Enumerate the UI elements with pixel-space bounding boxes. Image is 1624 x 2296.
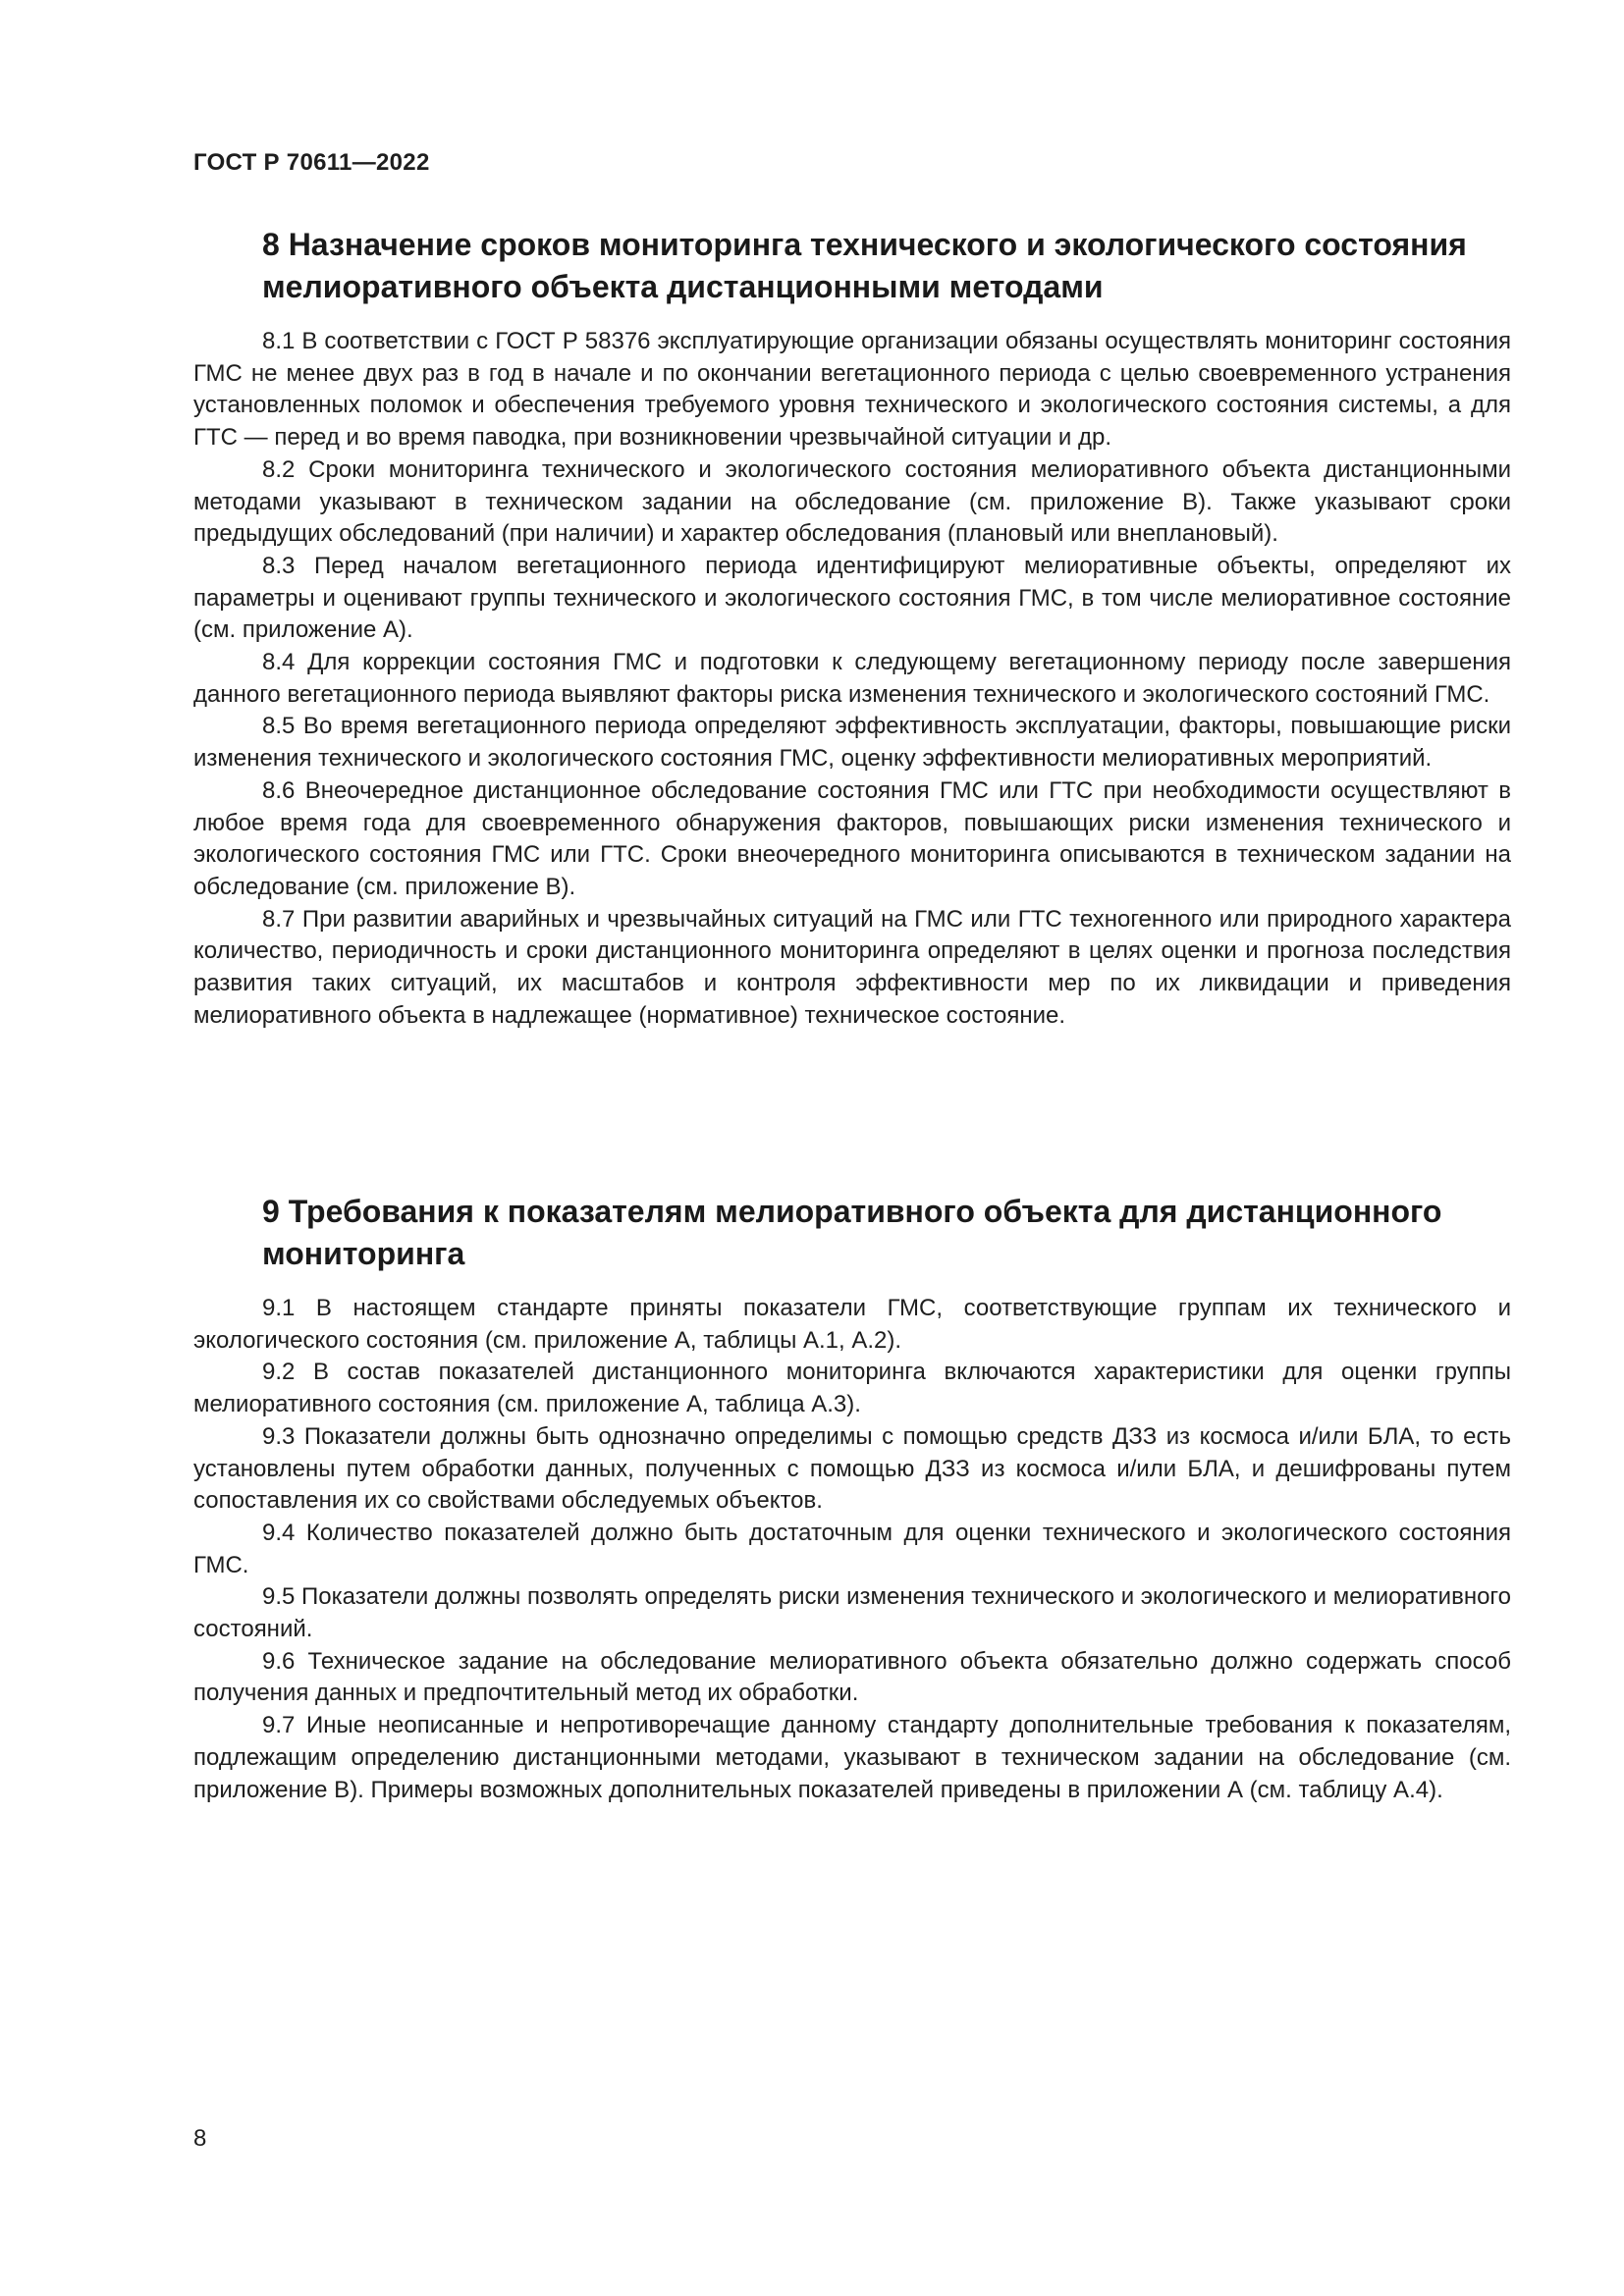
paragraph-9-1: 9.1 В настоящем стандарте приняты показатели ГМС, соответствующие группам их технического и экологического состояния (см. приложение А, таблицы А.1, А.2). <box>193 1295 1511 1354</box>
section-9 <box>193 1191 1511 1806</box>
paragraph-9-2: 9.2 В состав показателей дистанционного мониторинга включаются характеристики для оценки группы мелиоративного состояния (см. приложение А, таблица А.3). <box>193 1359 1511 1418</box>
paragraph-8-3: 8.3 Перед началом вегетационного периода идентифицируют мелиоративные объекты, определяют их параметры и оценивают группы технического и экологического состояния ГМС, в том числе мелиоративное состояние (см. приложение А). <box>193 552 1511 644</box>
paragraph-8-4: 8.4 Для коррекции состояния ГМС и подготовки к следующему вегетационному периоду после завершения данного вегетационного периода выявляют факторы риска изменения технического и экологического состояний ГМС. <box>193 649 1511 708</box>
paragraph-8-6: 8.6 Внеочередное дистанционное обследование состояния ГМС или ГТС при необходимости осуществляют в любое время года для своевременного обнаружения факторов, повышающих риски изменения технического и экологического состояния ГМС или ГТС. Сроки внеочередного мониторинга описываются в техническом задании на обследование (см. приложение В). <box>193 776 1511 900</box>
paragraph-8-2: 8.2 Сроки мониторинга технического и экологического состояния мелиоративного объекта дистанционными методами указывают в техническом задании на обследование (см. приложение В). Также указывают сроки предыдущих обследований (при наличии) и характер обследования (плановый или внеплановый). <box>193 455 1511 548</box>
paragraph-9-7: 9.7 Иные неописанные и непротиворечащие данному стандарту дополнительные требования к показателям, подлежащим определению дистанционными методами, указывают в техническом задании на обследование (см. приложение В). Примеры возможных дополнительных показателей приведены в приложении А (см. таблицу А.4). <box>193 1712 1511 1803</box>
paragraph-9-5: 9.5 Показатели должны позволять определять риски изменения технического и экологического и мелиоративного состояний. <box>193 1583 1511 1643</box>
document-id-header: ГОСТ Р 70611—2022 <box>193 149 430 176</box>
paragraph-9-6: 9.6 Техническое задание на обследование мелиоративного объекта обязательно должно содержать способ получения данных и предпочтительный метод их обработки. <box>193 1647 1511 1707</box>
section-8 <box>193 224 1511 1032</box>
section-9-title: 9 Требования к показателям мелиоративного объекта для дистанционного мониторинга <box>262 1194 1442 1271</box>
page-number: 8 <box>193 2125 207 2152</box>
paragraph-8-5: 8.5 Во время вегетационного периода определяют эффективность эксплуатации, факторы, повышающие риски изменения технического и экологического состояния ГМС, оценку эффективности мелиоративных мероприятий. <box>193 713 1511 773</box>
paragraph-9-4: 9.4 Количество показателей должно быть достаточным для оценки технического и экологического состояния ГМС. <box>193 1519 1511 1578</box>
section-8-title: 8 Назначение сроков мониторинга технического и экологического состояния мелиоративного объекта дистанционными методами <box>262 227 1467 304</box>
paragraph-8-7: 8.7 При развитии аварийных и чрезвычайных ситуаций на ГМС или ГТС техногенного или природного характера количество, периодичность и сроки дистанционного мониторинга определяют в целях оценки и прогноза последствия развития таких ситуаций, их масштабов и контроля эффективности мер по их ликвидации и приведения мелиоративного объекта в надлежащее (нормативное) техническое состояние. <box>193 905 1511 1029</box>
paragraph-8-1: 8.1 В соответствии с ГОСТ Р 58376 эксплуатирующие организации обязаны осуществлять мониторинг состояния ГМС не менее двух раз в год в начале и по окончании вегетационного периода с целью своевременного устранения установленных поломок и обеспечения требуемого уровня технического и экологического состояния системы, а для ГТС — перед и во время паводка, при возникновении чрезвычайной ситуации и др. <box>193 328 1511 452</box>
paragraph-9-3: 9.3 Показатели должны быть однозначно определимы с помощью средств ДЗЗ из космоса и/или БЛА, то есть установлены путем обработки данных, полученных с помощью ДЗЗ из космоса и/или БЛА, и дешифрованы путем сопоставления их со свойствами обследуемых объектов. <box>193 1422 1511 1515</box>
